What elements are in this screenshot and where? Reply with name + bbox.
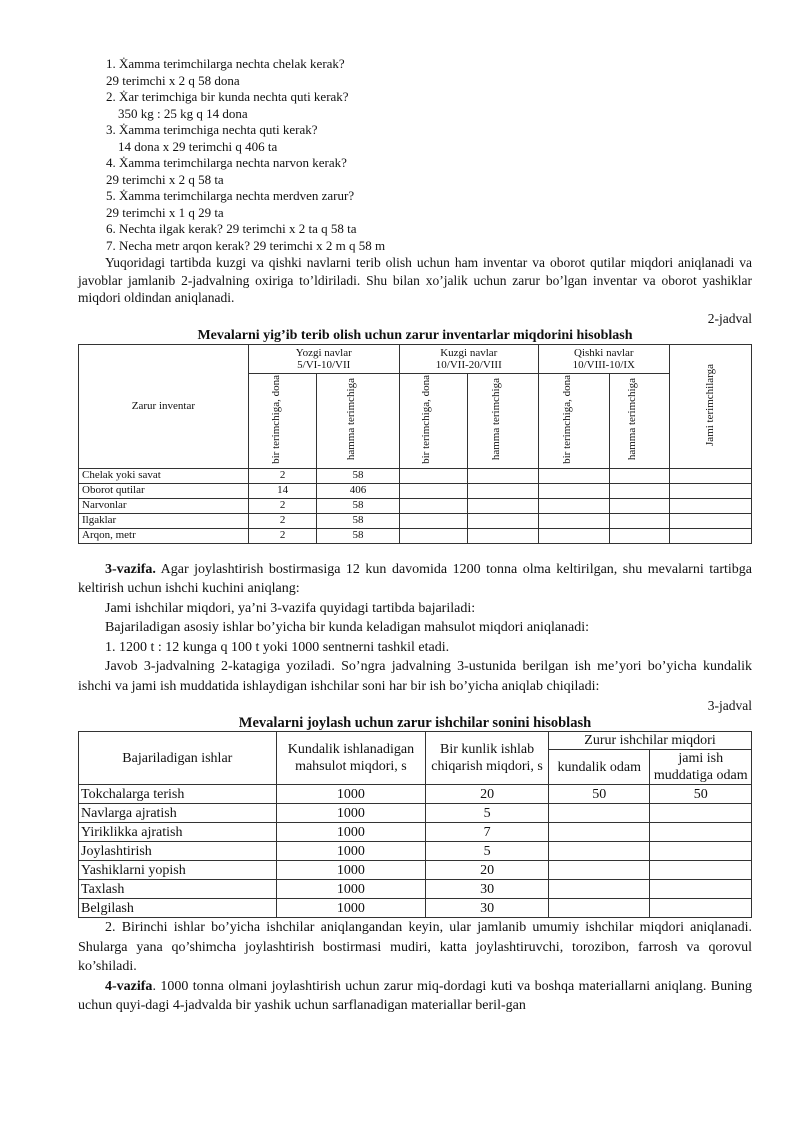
table-row: Yiriklikka ajratish 1000 7 xyxy=(79,823,752,842)
task3-paragraph: 3-vazifa. Agar joylashtirish bostirmasiga 12 kun davomida 1200 tonna olma keltirilgan, shu mevalarni tartibga keltirish uchun ishchi kuchini aniqlang: xyxy=(78,561,752,596)
paragraph: Bajariladigan asosiy ishlar bo’yicha bir kunda keladigan mahsulot miqdori aniqlanadi: xyxy=(105,620,590,635)
table-label: 2-jadval xyxy=(707,310,752,326)
paragraph: Javob 3-jadvalning 2-katagiga yoziladi. So’ngra jadvalning 3-ustunida berilgan ish me’yori bo’yicha kundalik ishchi va jami ish muddatida ishlaydigan ishchilar soni har bir ish bo’yicha aniqlab chiqiladi: xyxy=(78,659,752,694)
list-line: 14 dona x 29 terimchi q 406 ta xyxy=(118,138,278,154)
table-row: Yashiklarni yopish 1000 20 xyxy=(79,861,752,880)
autumn-header: Kuzgi navlar 10/VII-20/VIII xyxy=(399,344,538,373)
daily-output-header: Kundalik ishlanadigan mahsulot miqdori, s xyxy=(276,732,426,785)
sub-header: bir terimchiga, dona xyxy=(399,373,468,468)
list-line: 29 terimchi x 1 q 29 ta xyxy=(106,204,224,220)
daily-workers-header: kundalik odam xyxy=(549,750,650,785)
summer-header: Yozgi navlar 5/VI-10/VII xyxy=(248,344,399,373)
table-label: 3-jadval xyxy=(707,698,752,713)
table-row: Ilgaklar 2 58 xyxy=(79,513,752,528)
table-row: Navlarga ajratish 1000 5 xyxy=(79,804,752,823)
list-line: 1. Ẋamma terimchilarga nechta chelak kerak? xyxy=(106,56,345,71)
workers-needed-header: Zurur ishchilar miqdori xyxy=(549,732,752,750)
table-row: Tokchalarga terish 1000 20 50 50 xyxy=(79,785,752,804)
calc-list xyxy=(78,56,752,254)
list-line: 29 terimchi x 2 q 58 ta xyxy=(106,171,224,187)
list-line: 2. Ẋar terimchiga bir kunda nechta quti kerak? xyxy=(106,89,349,104)
task4-paragraph: 4-vazifa. 1000 tonna olmani joylashtirish uchun zarur miq-dordagi kuti va boshqa materiallarni aniqlang. Buning uchun quyi-dagi 4-jadvalda bir yashik uchun sarflanadigan materiallar beril-gan xyxy=(78,978,752,1013)
paragraph: 1. 1200 t : 12 kunga q 100 t yoki 1000 sentnerni tashkil etadi. xyxy=(105,639,450,655)
table-row: Joylashtirish 1000 5 xyxy=(79,842,752,861)
table-row: Narvonlar 2 58 xyxy=(79,498,752,513)
list-line: 3. Ẋamma terimchiga nechta quti kerak? xyxy=(106,122,318,137)
task3-label: 3-vazifa. xyxy=(105,561,156,577)
norm-header: Bir kunlik ishlab chiqarish miqdori, s xyxy=(426,732,549,785)
sub-header: bir terimchiga, dona xyxy=(538,373,609,468)
list-line: 6. Nechta ilgak kerak? 29 terimchi x 2 ta q 58 ta xyxy=(106,221,357,236)
table-title: Mevalarni joylash uchun zarur ishchilar sonini hisoblash xyxy=(238,715,592,731)
winter-header: Qishki navlar 10/VIII-10/IX xyxy=(538,344,669,373)
document-page xyxy=(78,56,752,1016)
table-row: Taxlash 1000 30 xyxy=(79,880,752,899)
work-header: Bajariladigan ishlar xyxy=(79,732,277,785)
inventory-table xyxy=(78,344,752,544)
list-line: 7. Necha metr arqon kerak? 29 terimchi x 2 m q 58 m xyxy=(106,237,386,253)
list-line: 350 kg : 25 kg q 14 dona xyxy=(118,105,248,121)
task4-label: 4-vazifa xyxy=(105,978,153,994)
table-row: Arqon, metr 2 58 xyxy=(79,528,752,543)
table-row: Belgilash 1000 30 xyxy=(79,899,752,918)
list-line: 4. Ẋamma terimchilarga nechta narvon kerak? xyxy=(106,155,347,170)
table-row: Oborot qutilar 14 406 xyxy=(79,483,752,498)
sub-header: hamma terimchiga xyxy=(609,373,669,468)
total-workers-header: jami ish muddatiga odam xyxy=(650,750,752,785)
sub-header: hamma terimchiga xyxy=(468,373,539,468)
workers-table xyxy=(78,731,752,918)
table-row: Chelak yoki savat 2 58 xyxy=(79,468,752,483)
sub-header: hamma terimchiga xyxy=(317,373,399,468)
table-title: Mevalarni yig’ib terib olish uchun zarur inventarlar miqdorini hisoblash xyxy=(197,327,633,343)
paragraph: 2. Birinchi ishlar bo’yicha ishchilar aniqlangandan keyin, ular jamlanib umumiy ishchilar miqdori aniqlanadi. Shularga yana qo’shimcha joylashtirish bostirmasi mudiri, katta joylashtiruvchi, torozibon, farrosh va qorovul ko’shiladi. xyxy=(78,920,752,974)
inventory-header-cell: Zarur inventar xyxy=(79,344,249,468)
paragraph: Yuqoridagi tartibda kuzgi va qishki navlarni terib olish uchun ham inventar va oborot qutilar miqdori aniqlanadi va javoblar jamlanib 2-jadvalning oxiriga to’ldiriladi. Shu bilan xo’jalik uchun zarur bo’lgan inventar va oborot yashiklar miqdori oldindan aniqlanadi. xyxy=(78,255,752,305)
list-line: 5. Ẋamma terimchilarga nechta merdven zarur? xyxy=(106,188,355,203)
sub-header: bir terimchiga, dona xyxy=(248,373,317,468)
total-header: Jami terimchilarga xyxy=(669,344,751,468)
paragraph: Jami ishchilar miqdori, ya’ni 3-vazifa quyidagi tartibda bajariladi: xyxy=(105,600,476,616)
list-line: 29 terimchi x 2 q 58 dona xyxy=(106,72,240,88)
